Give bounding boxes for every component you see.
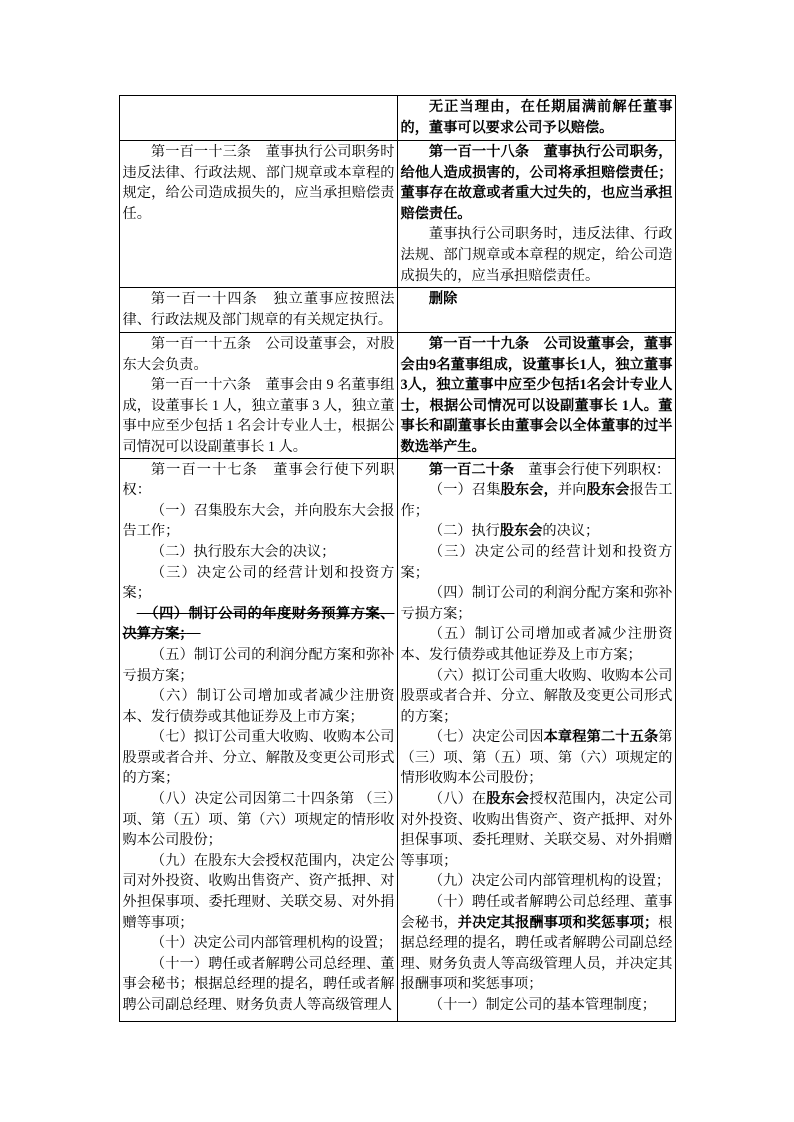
original-article-cell [120,333,398,459]
paragraph [401,480,673,521]
paragraph [123,686,395,727]
original-article-cell [120,96,398,141]
text-run: （一）召集 [428,482,501,499]
text-run: （九）决定公司内部管理机构的设置； [428,873,671,890]
text-run: （三）决定公司的经营计划和投资方案； [400,543,673,581]
text-run: 根据总经理的提名，聘任或者解聘公司副总经理、财务负责人等高级管理人员，并决定其报酬事项和奖惩事项； [400,914,673,993]
emphasized-text: 第一百一十九条 公司设董事会，董事会由9名董事组成，设董事长1人，独立董事3人，独立董事中应至少包括1名会计专业人士，根据公司情况可以设副董事长 1人。董事长和副董事长由董事会以全体董事的过半数选举产生。 [400,336,673,455]
text-run: 授权范围内，决定公司对外投资、收购出售资产、资产抵押、对外担保事项、委托理财、关联交易、对外捐赠等事项； [400,791,673,869]
text-run: （五）制订公司的利润分配方案和弥补亏损方案； [122,646,395,684]
emphasized-text: 股东会 [486,791,530,808]
paragraph [401,995,673,1016]
paragraph [123,851,395,933]
text-run: （三）决定公司的经营计划和投资方案； [122,564,395,602]
text-run: 报告工作； [400,482,673,519]
paragraph [401,583,673,624]
amended-article-cell [398,288,676,333]
paragraph [401,727,673,789]
paragraph [123,563,395,604]
deleted-text: （四）制订公司的年度财务预算方案、决算方案； [122,605,395,643]
paragraph [123,789,395,851]
text-run: （十一）制定公司的基本管理制度； [428,997,656,1013]
text-run: （九）在股东大会授权范围内，决定公司对外投资、收购出售资产、资产抵押、对外担保事项、委托理财、关联交易、对外捐赠等事项； [122,852,395,931]
paragraph [123,460,395,501]
text-run: 第一百一十六条 董事会由 9 名董事组成，设董事长 1 人，独立董事 3 人，独立董事中应至少包括 1 名会计专业人士，根据公司情况可以设副董事长 1 人。 [122,377,395,455]
original-article-cell [120,141,398,288]
table-row [120,333,676,459]
text-run: 董事会行使下列职权： [514,461,671,478]
paragraph [401,542,673,583]
emphasized-text: 删除 [428,291,458,307]
paragraph [401,624,673,665]
table-row [120,458,676,1021]
paragraph [123,933,395,954]
emphasized-text: 股东会 [586,482,630,499]
text-run: （二）执行股东大会的决议； [150,543,336,560]
emphasized-text: 股东会， [500,482,558,499]
text-run: 第（三）项、第（五）项、第（六）项规定的情形收购本公司股份； [400,729,673,787]
text-run: （十）决定公司内部管理机构的设置； [150,935,393,952]
emphasized-text: 股东会 [499,523,543,540]
text-run: 第一百一十四条 独立董事应按照法律、行政法规及部门规章的有关规定执行。 [122,291,395,328]
text-run: （七）决定公司因 [428,729,544,746]
paragraph [401,666,673,728]
paragraph [123,542,395,563]
table-row [120,141,676,288]
paragraph [401,142,673,224]
paragraph [401,97,673,138]
paragraph [123,727,395,789]
emphasized-text: 第一百二十条 [428,461,515,478]
table-row [120,288,676,333]
emphasized-text: 第一百一十八条 董事执行公司职务，给他人造成损害的，公司将承担赔偿责任；董事存在故意或者重大过失的，也应当承担赔偿责任。 [400,144,673,222]
text-run: 并向 [557,482,587,499]
paragraph [123,604,395,645]
amended-article-cell [398,141,676,288]
paragraph [123,334,395,375]
text-run: 第一百一十三条 董事执行公司职务时违反法律、行政法规、部门规章或本章程的规定，给公司造成损失的，应当承担赔偿责任。 [122,144,395,222]
paragraph [123,954,395,1016]
paragraph [123,501,395,542]
text-run: （八）决定公司因第二十四条第 （三）项、第（五）项、第（六）项规定的情形收购本公司股份； [122,791,395,849]
paragraph [401,892,673,995]
text-run: （二）执行 [428,523,500,540]
comparison-table-body [120,96,676,1022]
paragraph [123,645,395,686]
original-article-cell [120,458,398,1021]
text-run: （五）制订公司增加或者减少注册资本、发行债券或其他证券及上市方案； [400,626,673,663]
text-run: 第一百一十七条 董事会行使下列职权： [122,461,395,499]
table-row [120,96,676,141]
paragraph [401,871,673,892]
text-run: （四）制订公司的利润分配方案和弥补亏损方案； [400,585,673,622]
paragraph [123,142,395,224]
amended-article-cell [398,333,676,459]
emphasized-text: 无正当理由，在任期届满前解任董事的，董事可以要求公司予以赔偿。 [400,99,673,136]
paragraph [401,224,673,286]
emphasized-text: 本章程第二十五条 [543,729,659,746]
text-run: 第一百一十五条 公司设董事会，对股东大会负责。 [122,336,395,373]
paragraph [123,375,395,457]
text-run: （六）制订公司增加或者减少注册资本、发行债券或其他证券及上市方案； [122,688,395,725]
paragraph [401,460,673,481]
text-run: 的决议； [542,523,600,540]
paragraph [123,289,395,330]
paragraph [401,289,673,310]
amended-article-cell [398,458,676,1021]
paragraph [401,789,673,871]
text-run: 董事执行公司职务时，违反法律、行政法规、部门规章或本章程的规定，给公司造成损失的，应当承担赔偿责任。 [400,226,673,284]
paragraph [401,521,673,542]
text-run: （八）在 [428,791,487,808]
text-run: （十一）聘任或者解聘公司总经理、董事会秘书；根据总经理的提名，聘任或者解聘公司副总经理、财务负责人等高级管理人 [122,955,395,1013]
comparison-table [119,95,676,1022]
text-run: （十）聘任或者解聘公司总经理、董事会秘书， [400,894,673,931]
text-run: （七）拟订公司重大收购、收购本公司股票或者合并、分立、解散及变更公司形式的方案； [122,729,395,787]
amended-article-cell [398,96,676,141]
text-run: （一）召集股东大会，并向股东大会报告工作； [122,502,395,540]
text-run: （六）拟订公司重大收购、收购本公司股票或者合并、分立、解散及变更公司形式的方案； [400,667,673,725]
emphasized-text: 并决定其报酬事项和奖惩事项； [457,914,659,931]
original-article-cell [120,288,398,333]
paragraph [401,334,673,458]
